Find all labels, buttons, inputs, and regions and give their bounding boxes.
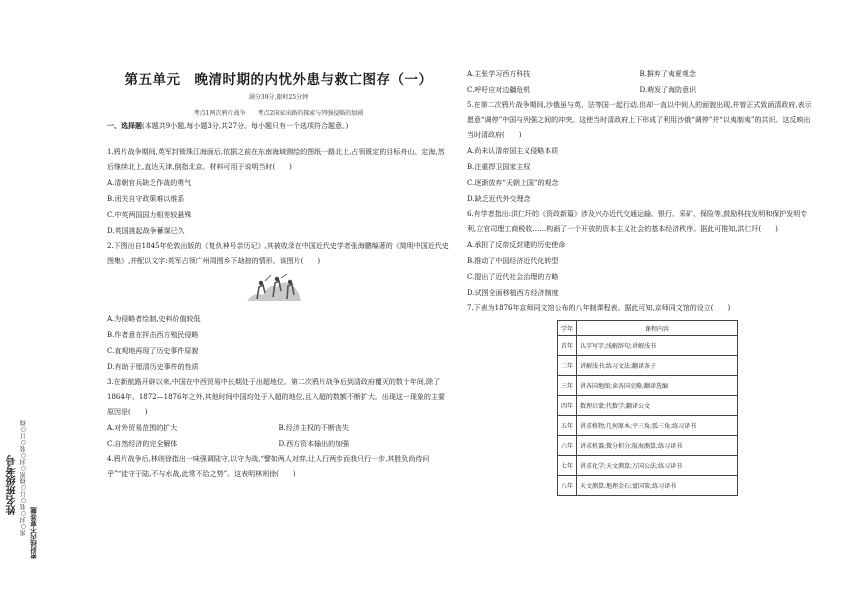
option-a[interactable]: A.尚未认清帝国主义侵略本质 <box>467 147 559 155</box>
table-row <box>558 336 738 356</box>
table-row <box>558 396 738 416</box>
option-b[interactable]: B.注重捍卫国家主权 <box>467 163 531 171</box>
option-d[interactable]: D.缺乏近代外交理念 <box>467 195 531 203</box>
header-year: 学年 <box>558 321 577 336</box>
historical-illustration <box>243 273 303 303</box>
section-label: 一、选择题 <box>107 122 142 130</box>
question-stem: 3.在新航路开辟以来,中国在中西贸易中长期处于出超地位。第二次鸦片战争后到清政府覆灭的数十年间,除了1864年、1872—1876年之外,其他时间中国均处于入超的地位,且入超的数额不断扩大。出现这一现象的主要原因是( ) <box>107 378 445 416</box>
year-cell: 三年 <box>558 376 577 396</box>
question-7 <box>467 301 812 496</box>
option-c[interactable]: C.呼吁应对边疆危机 <box>467 86 531 94</box>
section-heading <box>107 121 450 131</box>
option-b[interactable]: B.推动了中国经济近代化转型 <box>467 257 559 265</box>
binding-warning: 密封线内不要答题 <box>30 507 38 559</box>
question-stem: 1.鸦片战争期间,英军封锁珠江海面后,依据之前在东南海域测绘的图纸一路北上,占领既定的目标舟山、定海,然后继续北上,直达天津,倒指北京。材料可用于说明当时( ) <box>107 148 445 171</box>
question-stem: 2.下图出自1845年伦敦出版的《复仇神号亲历记》,其被收录在中国近代史学者张海鹏编著的《简明中国近代史图集》,并配以文字:英军占领广州周围乡下劫掠的情形。该图片( ) <box>107 242 449 265</box>
question-5 <box>467 98 812 207</box>
question-6 <box>467 207 812 301</box>
question-3 <box>107 375 450 452</box>
content-cell: 讲求格物;几何原本;平三角;弧三角;练习译书 <box>577 416 738 436</box>
option-a[interactable]: A.承担了反帝反封建的历史使命 <box>467 241 566 249</box>
option-a[interactable]: A.为侵略者绘制,史料价值较低 <box>107 315 201 323</box>
header-content: 课程内容 <box>577 321 738 336</box>
content-cell: 讲求化学;天文测算;万国公法;练习译书 <box>577 456 738 476</box>
content-cell: 讲解浅书;练习文法;翻译条子 <box>577 356 738 376</box>
year-cell: 七年 <box>558 456 577 476</box>
question-stem: 7.下表为1876年京师同文馆公布的八年制课程表。据此可知,京师同文馆的设立( ) <box>467 304 731 312</box>
binding-student-info-label: 姓名班级考号 <box>7 455 18 515</box>
content-cell: 数理启蒙;代数学;翻译公文 <box>577 396 738 416</box>
curriculum-table <box>557 320 738 496</box>
option-b[interactable]: B.摒弃了夷夏观念 <box>639 70 696 78</box>
option-b[interactable]: B.经济主权的不断丧失 <box>278 424 349 432</box>
question-stem: 6.有学者指出:洪仁玕的《资政新篇》涉及兴办近代交通运输、银行、采矿、保险等,鼓励科技发明和保护发明专利,立官司理工商税收……构画了一个开放的资本主义社会的基本经济秩序。据此可推知,洪仁玕( ) <box>467 210 808 233</box>
option-c[interactable]: C.逐渐放弃“天朝上国”的观念 <box>467 179 559 187</box>
question-stem: 4.鸦片战争后,林则徐指出一味强调陆守,以守为战,“譬如两人对弈,让人行两步而我只行一步,其胜负尚待问乎”“徒守于陆,不与水战,此常不给之势”。这表明林则徐( ) <box>107 455 430 478</box>
table-row <box>558 416 738 436</box>
content-cell: 认字写字;浅解辞句;讲解浅书 <box>577 336 738 356</box>
soldiers-plunder-icon <box>243 273 303 303</box>
table-row <box>558 456 738 476</box>
year-cell: 八年 <box>558 476 577 496</box>
question-4 <box>107 452 450 482</box>
option-c[interactable]: C.中英两国国力相差较悬殊 <box>107 211 192 219</box>
option-d[interactable]: D.英国挑起战争蓄谋已久 <box>107 227 185 235</box>
content-cell: 天文测算;地理金石;富国策;练习译书 <box>577 476 738 496</box>
option-b[interactable]: B.闭关自守政策难以维系 <box>107 195 185 203</box>
topic-points: 考点1两次鸦片战争 考点2国家出路的探索与列强侵略的加剧 <box>193 110 364 117</box>
option-a[interactable]: A.主张学习西方科技 <box>467 70 531 78</box>
table-row <box>558 376 738 396</box>
option-d[interactable]: D.试图全面移植西方经济制度 <box>467 289 559 297</box>
left-column <box>107 62 450 482</box>
table-row <box>558 356 738 376</box>
content-cell: 讲各国地图;读各国史略;翻译选编 <box>577 376 738 396</box>
option-d[interactable]: D.西方资本输出的加强 <box>278 440 350 448</box>
year-cell: 五年 <box>558 416 577 436</box>
option-b[interactable]: B.作者意在抨击西方殖民侵略 <box>107 331 199 339</box>
option-d[interactable]: D.有助于厘清历史事件的性质 <box>107 363 199 371</box>
option-a[interactable]: A.清朝官兵缺乏作战的勇气 <box>107 179 192 187</box>
option-c[interactable]: C.自然经济的完全解体 <box>107 440 178 448</box>
table-row <box>558 476 738 496</box>
unit-title: 第五单元 晚清时期的内忧外患与救亡图存（一） <box>124 72 433 88</box>
year-cell: 首年 <box>558 336 577 356</box>
section-description: (本题共9小题,每小题3分,共27分。每小题只有一个选项符合题意。) <box>142 122 349 130</box>
year-cell: 四年 <box>558 396 577 416</box>
option-c[interactable]: C.提出了近代社会治理的方略 <box>467 273 559 281</box>
score-time-info: 满分39分,限时25分钟 <box>248 94 309 101</box>
content-cell: 讲求机器;微分积分;航海测算;练习译书 <box>577 436 738 456</box>
year-cell: 二年 <box>558 356 577 376</box>
option-d[interactable]: D.萌发了海防意识 <box>639 86 697 94</box>
question-1 <box>107 145 450 239</box>
question-2 <box>107 239 450 375</box>
table-header-row <box>558 321 738 336</box>
right-column <box>467 66 812 496</box>
year-cell: 六年 <box>558 436 577 456</box>
binding-seal-line: 密○封○装○订○线密○封○装○订○线 <box>20 420 27 536</box>
question-4-options <box>467 66 812 98</box>
option-c[interactable]: C.直观地再现了历史事件原貌 <box>107 347 199 355</box>
question-stem: 5.在第二次鸦片战争期间,沙俄虽与英、法等国一起行动,但却一直以中间人的面貌出现,并曾正式致函清政府,表示愿意“调停”中国与列强之间的冲突。这使当时清政府上下形成了利用沙俄“调停”并“以夷制夷”的共识。这反映出当时清政府( ) <box>467 101 812 139</box>
table-row <box>558 436 738 456</box>
option-a[interactable]: A.对外贸易范围的扩大 <box>107 424 178 432</box>
